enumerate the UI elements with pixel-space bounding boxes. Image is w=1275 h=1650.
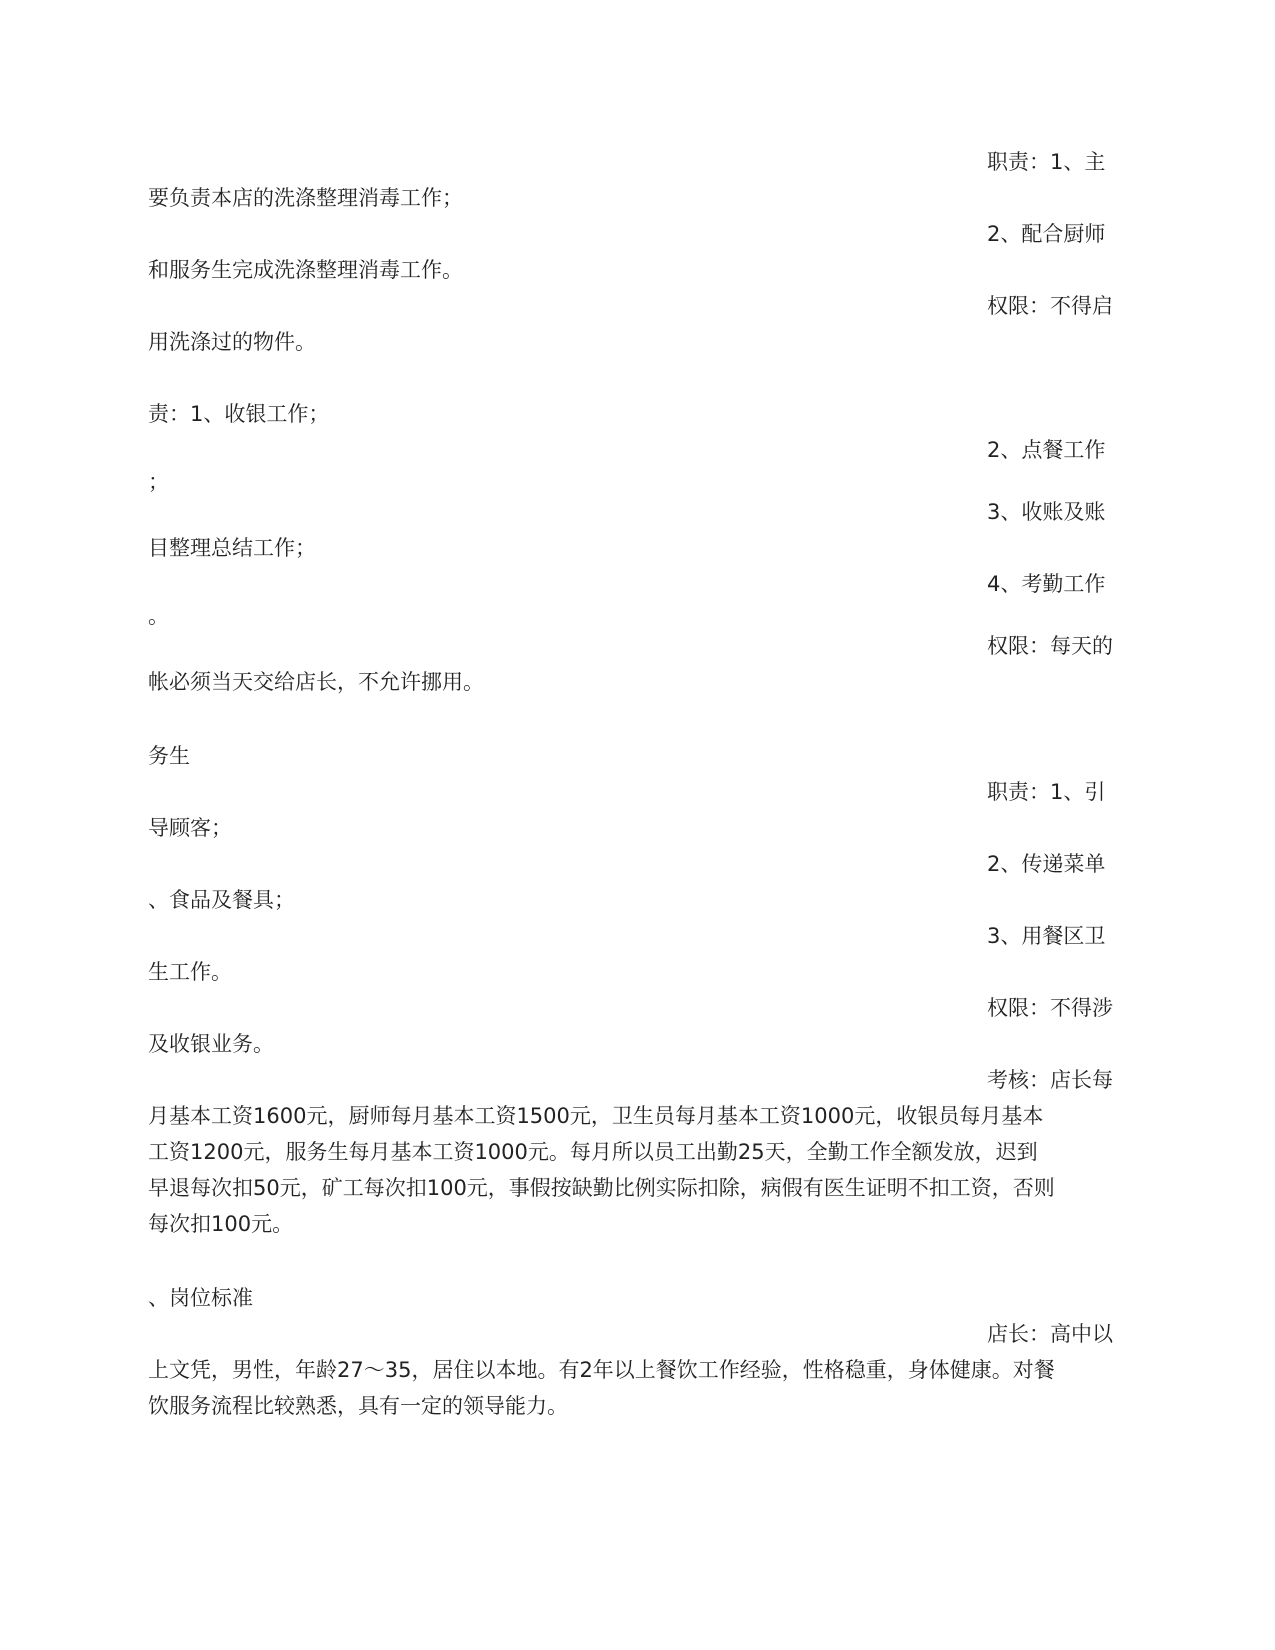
text-line: 导顾客； (148, 816, 232, 840)
text-line: 、岗位标准 (148, 1286, 253, 1310)
text-line: 4、考勤工作 (987, 572, 1106, 596)
text-line: 权限：不得涉 (987, 996, 1113, 1020)
text-line: 3、用餐区卫 (987, 924, 1106, 948)
text-line: 3、收账及账 (987, 500, 1106, 524)
text-line: 权限：每天的 (987, 634, 1113, 658)
text-line: 早退每次扣50元，矿工每次扣100元，事假按缺勤比例实际扣除，病假有医生证明不扣工资，否则 (148, 1176, 1055, 1200)
text-line: 、食品及餐具； (148, 888, 295, 912)
text-line: 职责：1、引 (987, 780, 1106, 804)
text-line: 要负责本店的洗涤整理消毒工作； (148, 186, 463, 210)
text-line: 生工作。 (148, 960, 232, 984)
text-line: 2、传递菜单 (987, 852, 1106, 876)
text-line: 权限：不得启 (987, 294, 1113, 318)
text-line: 目整理总结工作； (148, 536, 316, 560)
text-line: 及收银业务。 (148, 1032, 274, 1056)
text-line: 职责：1、主 (987, 150, 1106, 174)
text-line: 工资1200元，服务生每月基本工资1000元。每月所以员工出勤25天，全勤工作全额发放，迟到 (148, 1140, 1038, 1164)
text-line: 饮服务流程比较熟悉，具有一定的领导能力。 (148, 1394, 568, 1418)
text-line: 上文凭，男性，年龄27～35，居住以本地。有2年以上餐饮工作经验，性格稳重，身体健康。对餐 (148, 1358, 1055, 1382)
text-line: 2、配合厨师 (987, 222, 1106, 246)
text-line: 责：1、收银工作； (148, 402, 330, 426)
text-line: 。 (148, 604, 169, 628)
text-line: 2、点餐工作 (987, 438, 1106, 462)
text-line: 店长：高中以 (987, 1322, 1113, 1346)
text-line: 考核：店长每 (987, 1068, 1113, 1092)
text-line: 用洗涤过的物件。 (148, 330, 316, 354)
text-line: ； (148, 470, 169, 494)
text-line: 和服务生完成洗涤整理消毒工作。 (148, 258, 463, 282)
text-line: 月基本工资1600元，厨师每月基本工资1500元，卫生员每月基本工资1000元，收银员每月基本 (148, 1104, 1044, 1128)
text-line: 帐必须当天交给店长，不允许挪用。 (148, 670, 484, 694)
text-line: 务生 (148, 744, 190, 768)
text-line: 每次扣100元。 (148, 1212, 294, 1236)
